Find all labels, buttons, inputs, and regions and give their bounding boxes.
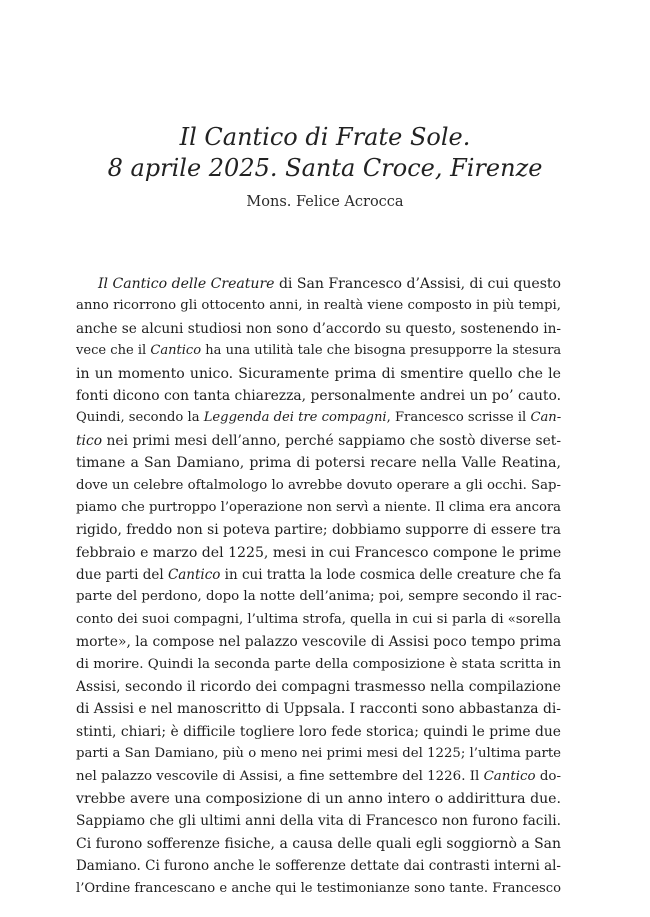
- italic-span: tico: [76, 432, 103, 449]
- italic-span: Can-: [530, 410, 562, 426]
- text-span: nel palazzo vescovile di Assisi, a fine settembre del 1226. Il: [76, 768, 484, 784]
- text-span: Quindi, secondo la: [76, 410, 204, 426]
- text-span: morte», la compose nel palazzo vescovile di Assisi poco tempo prima: [76, 634, 562, 651]
- text-line: [76, 698, 561, 720]
- text-span: due parti del: [76, 567, 168, 584]
- text-span: fonti dicono con tanta chiarezza, personalmente andrei un po’ cauto.: [76, 387, 561, 404]
- text-line: [76, 430, 561, 452]
- text-line: [76, 564, 561, 586]
- text-line: [76, 676, 561, 698]
- text-line: [76, 654, 561, 676]
- text-line: [76, 766, 561, 788]
- text-span: di Assisi e nel manoscritto di Uppsala. I racconti sono abbastanza di-: [76, 701, 561, 718]
- text-span: ha una utilità tale che bisogna presupporre la stesura: [201, 343, 562, 359]
- text-line: [76, 385, 561, 407]
- text-span: in un momento unico. Sicuramente prima di smentire quello che le: [76, 365, 561, 382]
- italic-span: Cantico: [483, 768, 536, 784]
- text-line: [76, 721, 561, 743]
- text-span: febbraio e marzo del 1225, mesi in cui Francesco compone le prime: [76, 544, 562, 561]
- text-line: [76, 810, 561, 832]
- text-line: [76, 407, 561, 429]
- text-line: [76, 452, 561, 474]
- document-title: [0, 122, 650, 184]
- author-name: Mons. Felice Acrocca: [246, 194, 404, 210]
- text-line: [76, 631, 561, 653]
- body-paragraph: [76, 273, 561, 900]
- text-span: parte del perdono, dopo la notte dell’anima; poi, sempre secondo il rac-: [76, 589, 562, 605]
- text-span: conto dei suoi compagni, l’ultima strofa, quella in cui si parla di «sorella: [76, 611, 561, 627]
- text-span: stinti, chiari; è difficile togliere loro fede storica; quindi le prime due: [76, 723, 561, 740]
- title-line-2: 8 aprile 2025. Santa Croce, Firenze: [107, 154, 543, 182]
- italic-span: Cantico: [150, 343, 202, 359]
- text-span: parti a San Damiano, più o meno nei primi mesi del 1225; l’ultima parte: [76, 746, 561, 762]
- text-line: [76, 497, 561, 519]
- text-span: rigido, freddo non si poteva partire; dobbiamo supporre di essere tra: [76, 522, 562, 539]
- text-span: , Francesco scrisse il: [386, 410, 531, 426]
- text-line: [76, 878, 561, 900]
- text-span: piamo che purtroppo l’operazione non servì a niente. Il clima era ancora: [76, 499, 562, 515]
- italic-span: Il Cantico delle Creature: [98, 276, 275, 292]
- text-span: l’Ordine francescano e anche qui le testimonianze sono tante. Francesco: [76, 880, 561, 896]
- title-line-1: Il Cantico di Frate Sole.: [179, 123, 471, 151]
- text-line: [76, 475, 561, 497]
- text-span: vrebbe avere una composizione di un anno intero o addirittura due.: [76, 790, 561, 807]
- text-span: Sappiamo che gli ultimi anni della vita di Francesco non furono facili.: [76, 813, 561, 830]
- text-line: [76, 295, 561, 317]
- text-span: anche se alcuni studiosi non sono d’accordo su questo, sostenendo in-: [76, 320, 561, 337]
- text-line: [76, 340, 561, 362]
- text-line: [76, 318, 561, 340]
- text-span: Ci furono sofferenze fisiche, a causa delle quali egli soggiornò a San: [76, 835, 561, 852]
- text-span: timane a San Damiano, prima di potersi recare nella Valle Reatina,: [76, 455, 561, 472]
- text-line: [76, 833, 561, 855]
- italic-span: Leggenda dei tre compagni: [203, 410, 387, 426]
- text-line: [76, 542, 561, 564]
- text-span: in cui tratta la lode cosmica delle creature che fa: [220, 567, 562, 584]
- text-span: Assisi, secondo il ricordo dei compagni trasmesso nella compilazione: [76, 679, 561, 696]
- text-span: di San Francesco d’Assisi, di cui questo: [274, 276, 561, 292]
- text-span: di morire. Quindi la seconda parte della composizione è stata scritta in: [76, 656, 561, 672]
- text-line: [76, 788, 561, 810]
- text-span: vece che il: [76, 343, 151, 359]
- text-line: [76, 586, 561, 608]
- text-span: anno ricorrono gli ottocento anni, in realtà viene composto in più tempi,: [76, 298, 561, 314]
- text-line: [76, 743, 561, 765]
- italic-span: Cantico: [167, 567, 221, 584]
- text-span: nei primi mesi dell’anno, perché sappiamo che sostò diverse set-: [102, 432, 561, 449]
- text-line: [76, 609, 561, 631]
- text-span: Damiano. Ci furono anche le sofferenze dettate dai contrasti interni al-: [76, 858, 561, 875]
- text-line: [76, 855, 561, 877]
- text-line: [76, 519, 561, 541]
- text-line: [76, 363, 561, 385]
- text-span: do-: [535, 768, 561, 784]
- text-span: dove un celebre oftalmologo lo avrebbe dovuto operare a gli occhi. Sap-: [76, 477, 561, 493]
- text-line: [76, 273, 561, 295]
